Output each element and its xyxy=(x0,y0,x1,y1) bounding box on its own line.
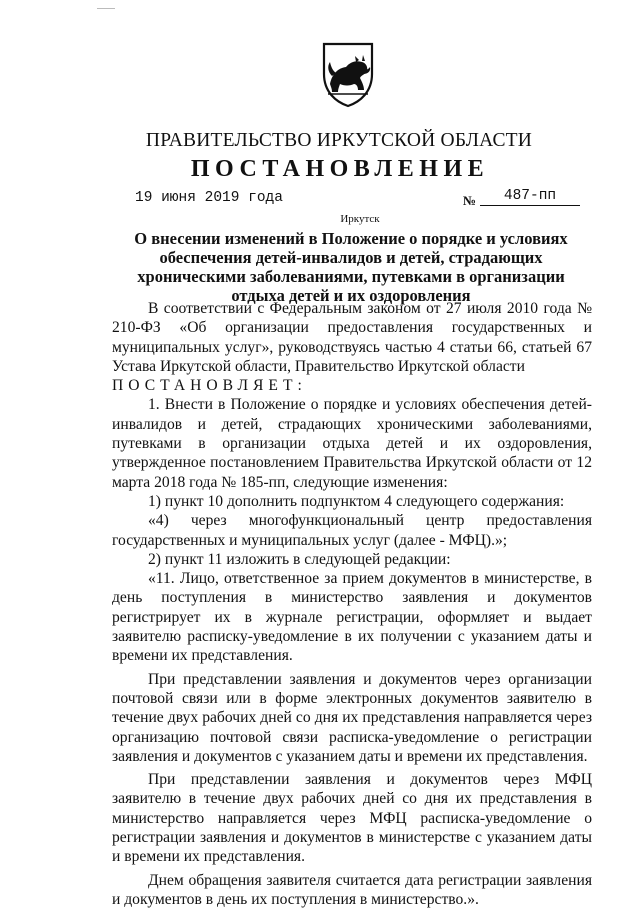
paragraph-item-1: 1. Внести в Положение о порядке и условиях обеспечения детей-инвалидов и детей, страдающих хроническими заболеваниями, путевками в организации отдыха детей и их оздоровления, утвержденное постановлением Правительства Иркутской области от 12 марта 2018 года № 185-пп, следующие изменения: xyxy=(112,396,592,491)
document-type: ПОСТАНОВЛЕНИЕ xyxy=(190,156,490,182)
paragraph-quote-11: «11. Лицо, ответственное за прием документов в министерстве, в день поступления в министерство заявления и документов регистрирует их в журнале регистрации, оформляет и выдает заявителю расписку-уведомление в их получении с указанием даты и времени их представления. xyxy=(112,570,592,665)
paragraph-postal: При представлении заявления и документов через организации почтовой связи или в форме электронных документов заявителю в течение двух рабочих дней со дня их представления направляется через организацию почтовой связи расписка-уведомление о регистрации заявления и документов с указанием даты и времени их представления. xyxy=(112,670,592,765)
paragraph-mfc: При представлении заявления и документов через МФЦ заявителю в течение двух рабочих дней со дня их представления в министерство направляется через МФЦ расписка-уведомление о регистрации заявления и документов в министерстве с указанием даты и времени их представления. xyxy=(112,771,592,866)
organization-name: ПРАВИТЕЛЬСТВО ИРКУТСКОЙ ОБЛАСТИ xyxy=(145,130,533,151)
number-label: № xyxy=(463,193,477,208)
document-body xyxy=(112,299,592,909)
paragraph-subitem-1: 1) пункт 10 дополнить подпунктом 4 следующего содержания: xyxy=(148,492,565,510)
paragraph-quote-4: «4) через многофункциональный центр предоставления государственных и муниципальных услуг (далее - МФЦ).»; xyxy=(112,512,592,549)
document-title: О внесении изменений в Положение о порядке и условиях обеспечения детей-инвалидов и детей, страдающих хроническими заболеваниями, путевками в организации отдыха детей и их оздоровления xyxy=(134,229,568,305)
scan-mark xyxy=(97,8,115,9)
city-name: Иркутск xyxy=(340,213,380,225)
document-number: 487-пп xyxy=(480,188,580,206)
paragraph-subitem-2: 2) пункт 11 изложить в следующей редакции: xyxy=(148,550,451,568)
document-date: 19 июня 2019 года xyxy=(135,190,283,206)
coat-of-arms-icon xyxy=(320,40,376,108)
decree-word: ПОСТАНОВЛЯЕТ: xyxy=(112,377,307,395)
paragraph-preamble: В соответствии с Федеральным законом от 27 июля 2010 года № 210-ФЗ «Об организации предоставления государственных и муниципальных услуг», руководствуясь частью 4 статьи 66, статьей 67 Устава Иркутской области, Правительство Иркутской области xyxy=(112,300,592,375)
paragraph-filing-date: Днем обращения заявителя считается дата регистрации заявления и документов в день их поступления в министерство.». xyxy=(112,871,592,908)
